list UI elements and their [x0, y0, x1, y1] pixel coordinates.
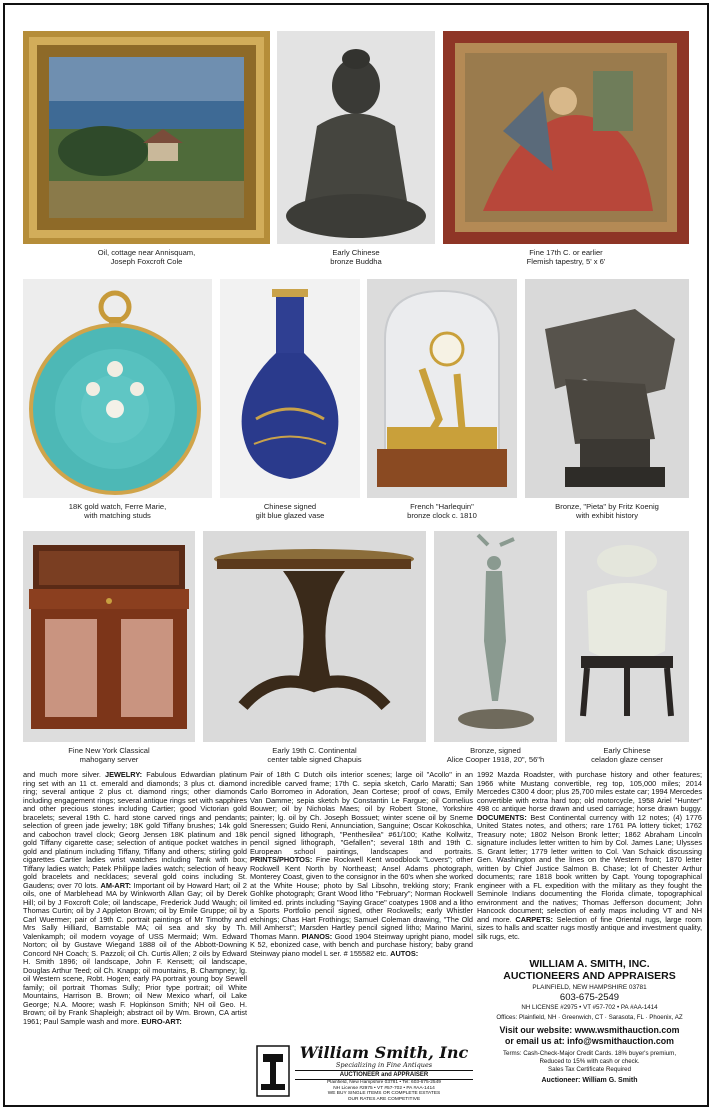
terms-line-2: Reduced to 15% with cash or check. — [539, 1058, 640, 1065]
company-subtitle: AUCTIONEERS AND APPRAISERS — [503, 970, 676, 982]
caption-pieta-bronze: Bronze, "Pieta" by Fritz Koenig with exhibit history — [555, 502, 659, 520]
logo-name: William Smith, Inc — [299, 1043, 469, 1062]
autos-text: 1992 Mazda Roadster, with purchase history and other features; 1966 white Mustang convertible, reg top, 105,000 miles; 2014 Mercedes C300 4 door; plus 25,700 miles estate car; 1994 Mercedes convertible with extra hard top; old motorcycle, 1958 Ariel "Hunter" 498 cc antique horse drawn and used carriage; horse drawn buggy. — [477, 771, 702, 813]
jewelry-heading: JEWELRY: — [105, 771, 147, 779]
email-link[interactable]: or email us at: info@wsmithauction.com — [505, 1036, 674, 1046]
photo-pieta-bronze[interactable] — [525, 279, 689, 498]
carpets-heading: CARPETS: — [515, 914, 557, 924]
office-locations: Offices: Plainfield, NH · Greenwich, CT · Sarasota, FL · Phoenix, AZ — [496, 1014, 683, 1021]
documents-heading: DOCUMENTS: — [477, 812, 531, 822]
caption-flemish-tapestry: Fine 17th C. or earlier Flemish tapestry, 5' x 6' — [526, 248, 606, 266]
caption-bronze-buddha: Early Chinese bronze Buddha — [330, 248, 382, 266]
company-phone: 603-675-2549 — [559, 992, 620, 1003]
license-numbers: NH LICENSE #2975 • VT #57-702 • PA #AA-1414 — [521, 1004, 658, 1011]
copy-column-3 — [477, 771, 702, 956]
auctioneer-emblem-icon — [253, 1040, 293, 1102]
caption-harlequin-clock: French "Harlequin" bronze clock c. 1810 — [407, 502, 477, 520]
caption-blue-vase: Chinese signed gilt blue glazed vase — [255, 502, 325, 520]
documents-text: Best Continental currency with 12 notes; (4) 1776 United States notes, and others; rare 1761 PA lottery ticket; 1762 Treasury note; 1802 Nelson Bronk letter; 1862 Abraham Lincoln signature includes letter written to him by Col. James Lane; Ulysses S. Grant letter; 1779 letter written to Col. Van Schaick discussing Gen. Washington and the lines on the Western front; 1870 letter written by Chief Justice Salmon B. Chase; lot of Chester Arthur documents; rare 1818 book written by Capt. Young topographical engineer with a FL expedition with the military as they fought the Seminole Indians documenting the Florida climate, topographical environment and the natives; Thomas Jefferson document; John Hancock document; selection of early maps including VT and NH and more. — [477, 812, 702, 924]
website-link[interactable]: Visit our website: www.wsmithauction.com — [499, 1025, 680, 1035]
caption-center-table: Early 19th C. Continental center table signed Chapuis — [267, 746, 362, 764]
photo-flemish-tapestry[interactable] — [443, 31, 689, 244]
carpets-text: Selection of fine Oriental rugs, large room sizes to halls and scatter rugs mostly antique and investment quality, silk rugs, etc. — [477, 914, 702, 941]
copy-column-2 — [250, 771, 473, 1036]
caption-celadon-censer: Early Chinese celadon glaze censer — [591, 746, 663, 764]
caption-painting-annisquam: Oil, cottage near Annisquam, Joseph Foxcroft Cole — [97, 248, 196, 266]
terms-line-1: Terms: Cash-Check-Major Credit Cards. 18% buyer's premium, — [502, 1050, 677, 1057]
photo-harlequin-clock[interactable] — [367, 279, 517, 498]
photo-center-table[interactable] — [203, 531, 426, 742]
pianos-heading: PIANOS: — [301, 931, 335, 941]
auctioneer-name: Auctioneer: William G. Smith — [541, 1077, 638, 1084]
photo-celadon-censer[interactable] — [565, 531, 689, 742]
company-name: WILLIAM A. SMITH, INC. — [529, 958, 650, 970]
photo-blue-vase[interactable] — [220, 279, 360, 498]
photo-painting-annisquam[interactable] — [23, 31, 270, 244]
photo-bronze-buddha[interactable] — [277, 31, 435, 244]
caption-gold-watch: 18K gold watch, Ferre Marie, with matching studs — [68, 502, 167, 520]
euro-art-heading: EURO-ART: — [141, 1016, 182, 1026]
am-art-heading: AM-ART: — [100, 880, 134, 890]
pianos-text: Good 1904 Steinway upright piano, model K 52, ebonized case, with bench and purchase history; baby grand Steinway piano model L ser. # 155582 etc. — [250, 931, 473, 958]
terms-line-3: Sales Tax Certificate Required — [547, 1066, 632, 1073]
intro-text: and much more silver. — [23, 771, 105, 779]
company-address: PLAINFIELD, NEW HAMPSHIRE 03781 — [532, 984, 647, 991]
am-art-text: Important oil by Howard Hart; oil 2 oils, one of Marblehead MA by Winkworth Allan Gay; oil by Derek Hill; oil by J Foxcroft Cole; oil landscape, Frederick Judd Waugh; oil Thomas Curtin; oil by J Appleton Brown; oil by Emile Gruppe; oil by Carl Wuermer; pair of 19th C. portrait paintings of Mr Timothy and Mrs Sally Hilliard, Barnstable MA; oil sea and sky by Th. Valenkamph; oil modern voyage of USS Mermaid; Wm. Edward Norton; oil by Gustave Wiegand 1888 oil of the Abbott-Downing Concord NH Coach; S. Pazzoli; oil Ch. Curtis Allen; 2 oils by Edward H. Smith 1896; oil landscape, John F. Kensett; oil landscape, Douglas Arthur Teed; oil Ch. Knapp; oil mountains, B. Champney; lg. oil Western scene, Robt. Hogen; early PA portrait young boy Sewell family; oil portrait Thomas Sully; Prior type portrait; oil White Mountains, Harrison B. Brown; oil New Mexico wharf, oil Lake George; N.A. Moore; wash F. Hopkinson Smith; NH oil Geo. H. Brown; oil by Frank Shapleigh; abstract oil by Wm. Brown, CA artist 1961; Paul Sample wash and more. — [23, 880, 247, 1026]
photo-gold-watch[interactable] — [23, 279, 212, 498]
photo-mahogany-server[interactable] — [23, 531, 195, 742]
caption-cooper-bronze: Bronze, signed Alice Cooper 1918, 20", 56"h — [446, 746, 545, 764]
logo-fine-print: Plainfield, New Hampshire 03781 • Tel: 603-675-2549 NH License #2975 • VT #57-702 • PA #AA-1414 WE BUY SINGLE ITEMS OR COMPLETE ESTATES OUR RATES ARE COMPETITIVE — [327, 1080, 441, 1102]
autos-heading: AUTOS: — [390, 948, 419, 958]
euro-art-text: Pair of 18th C Dutch oils interior scenes; large oil "Acollo" in an incredible carved frame; 17th C. sepia sketch, Carlo Maratti; San Carlo Borromeo in Adoration, Jean Cortese; proof of cows, Emily Van Damme; sepia sketch by Constantin Le Fargue; oil Cornelius Bouwer; oil by Nicholas Maes; oil by Robert Stone, Yorkshire painter; lg. oil by Ch. Joseph Bossuet; winter scene oil by Sneme Sneressen; Guido Reni, Annunciation, Sanguine; Oscar Kokoschka, pencil signed lithograph, "Penthesilea" #61/100; Kathe Kollwitz, pencil signed lithograph, "Gefallen"; several 18th and 19th C. European school paintings, landscapes and portraits. — [250, 771, 473, 856]
copy-column-1 — [23, 771, 247, 1093]
prints-heading: PRINTS/PHOTOS: — [250, 855, 316, 864]
william-smith-logo — [253, 1040, 473, 1102]
logo-tagline: Specializing in Fine Antiques — [335, 1061, 433, 1069]
prints-text: Fine Rockwell Kent woodblock "Lovers"; other Rockwell Kent North by Northeast; Ansel Adams photograph, Monterey Coast, given to the consignor in the 60's when she worked at the White House; photo by Sal Libsohn, trekking story; Frank Gohlke photograph; Grant Wood litho "February"; Norman Rockwell limited ed. prints including "Saying Grace" coatypes 1908 and a litho a Sports Portfolio pencil signed, other Rockwells; early Whistler etchings; Chas Hart Frothings; Samuel Coleman drawing, "The Old Mill Amherst"; Marsden Hartley pencil signed litho; Marino Marini, Thomas Mann. — [250, 855, 473, 941]
auctioneer-info — [477, 958, 702, 1086]
photo-cooper-bronze[interactable] — [434, 531, 557, 742]
logo-bar: AUCTIONEER and APPRAISER — [295, 1070, 473, 1080]
caption-mahogany-server: Fine New York Classical mahogany server — [68, 746, 150, 764]
jewelry-text: Fabulous Edwardian platinum ring set with an 11 ct. emerald and diamonds; 3 plus ct. diamond ring; several antique 2 plus ct. diamond rings; other diamonds including engagement rings; several antique rings set with sapphires and other precious stones including Cartier; good Victorian gold bracelets; several 19th C. hard stone carved rings and pendants; selection of green jade jewelry; 18K gold Tiffany brushes; 14k gold and cabochon travel clock; Georg Jensen 18K platinum and 18k gold Tiffany cigarette case; selection of antique pocket watches in gold and platinum including Tiffany, Tiffany and others; stirling gold cigarettes Cartier ladies wrist watches including Tank with box; Tiffany ladies watch; Patek Philippe ladies watch; selection of heavy gold bracelets and necklaces; several gold coins including St. Gaudens; over 70 lots. — [23, 771, 247, 890]
